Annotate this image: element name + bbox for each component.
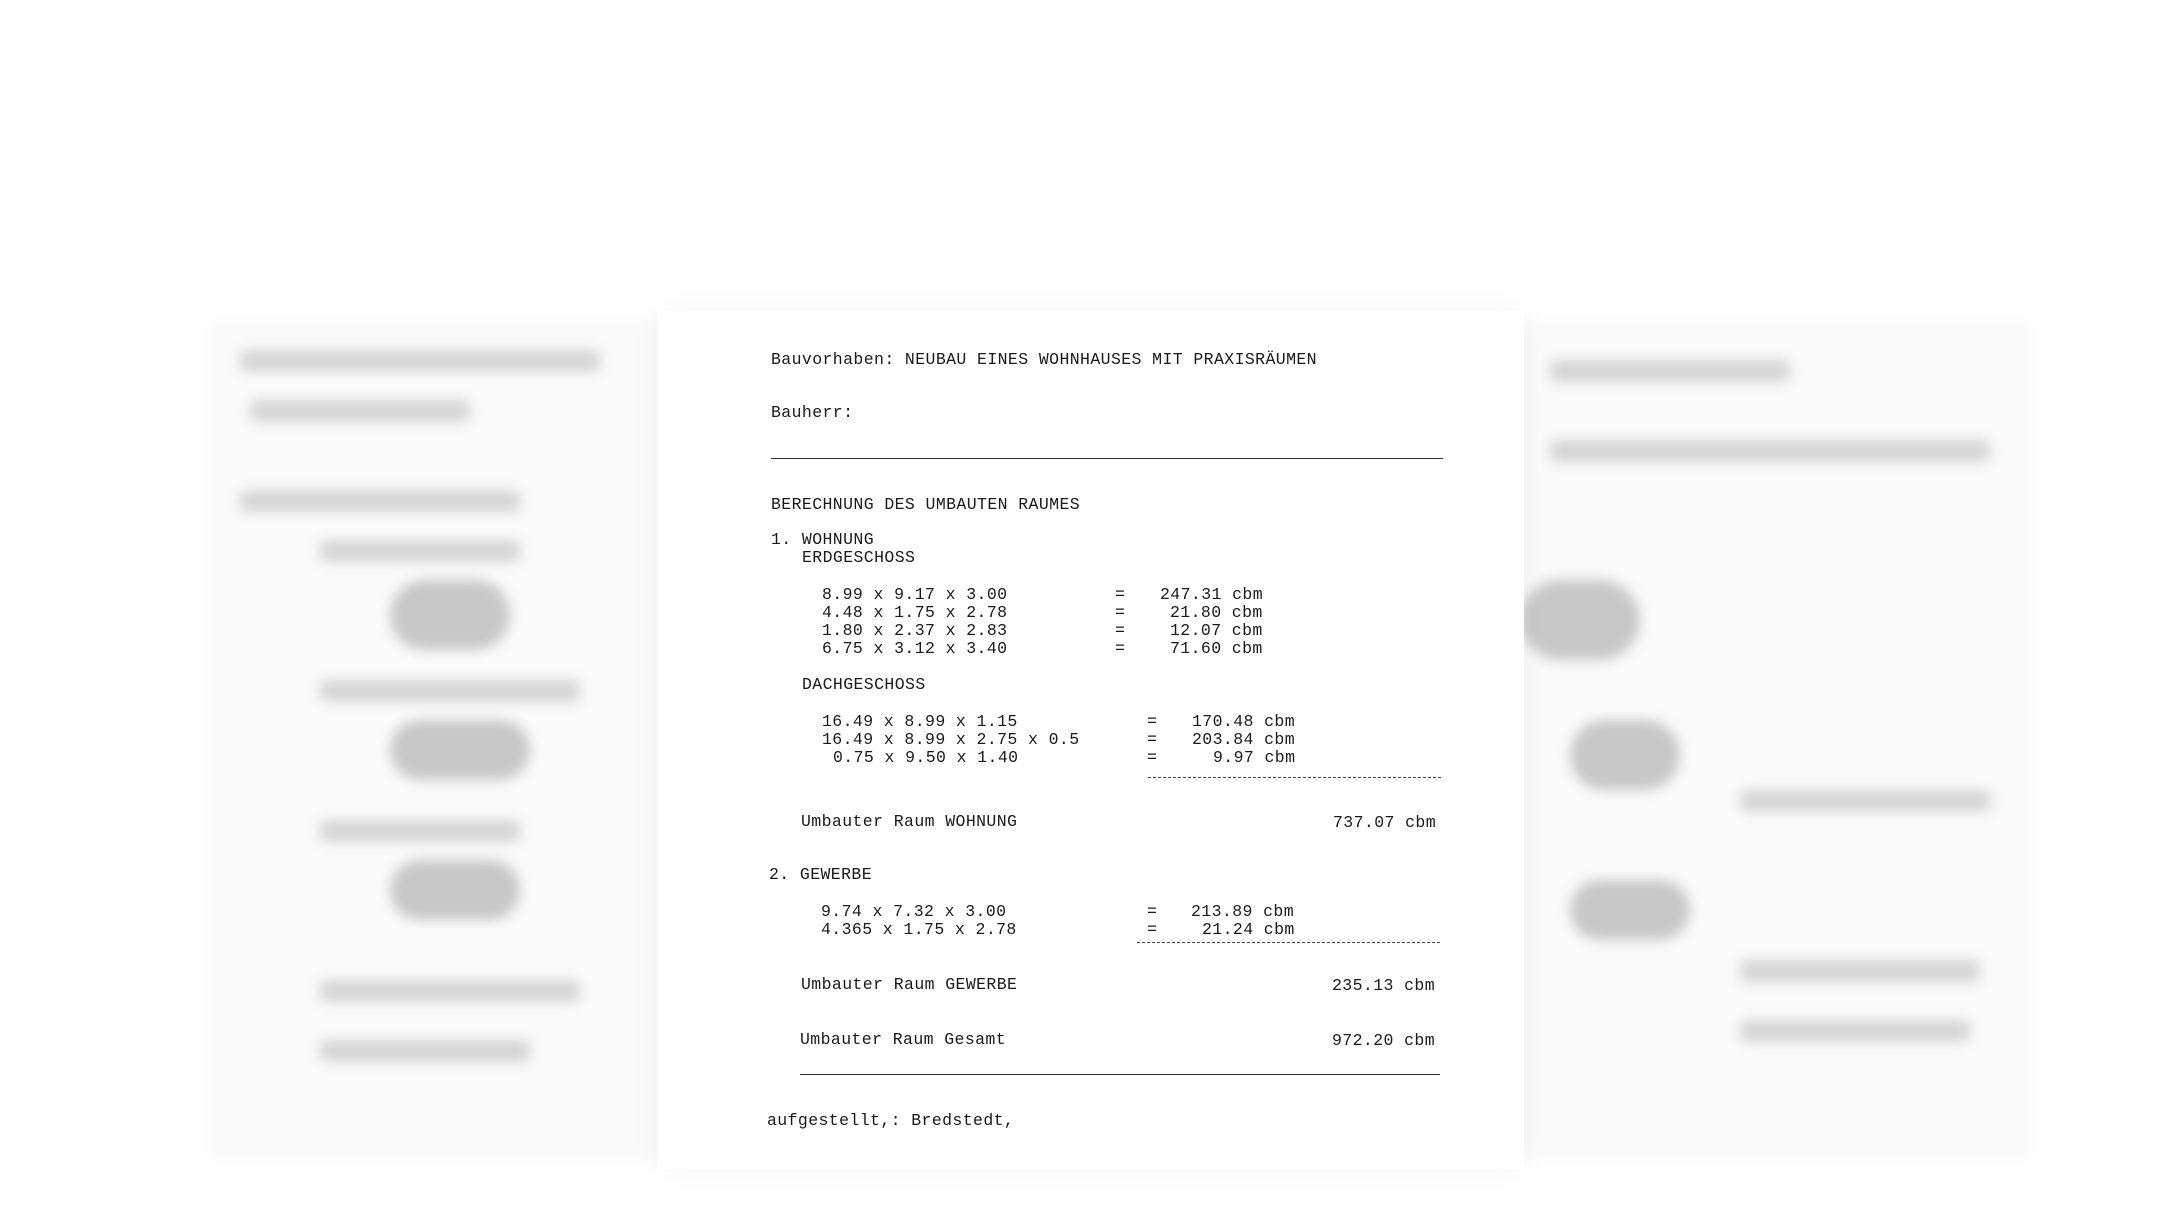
equals-sign: = bbox=[1115, 621, 1126, 640]
formula: 8.99 x 9.17 x 3.00 bbox=[822, 585, 1008, 604]
row-value: 247.31 cbm bbox=[1160, 585, 1264, 604]
document-page bbox=[658, 310, 1524, 1170]
equals-sign: = bbox=[1147, 902, 1158, 921]
row-value: 170.48 cbm bbox=[1192, 712, 1296, 731]
row-value: 21.24 cbm bbox=[1202, 920, 1295, 939]
formula: 1.80 x 2.37 x 2.83 bbox=[822, 621, 1008, 640]
row-value: 213.89 cbm bbox=[1191, 902, 1295, 921]
grand-total-value: 972.20 cbm bbox=[1332, 1031, 1436, 1050]
formula: 4.48 x 1.75 x 2.78 bbox=[822, 603, 1008, 622]
section-2-heading: 2. GEWERBE bbox=[769, 865, 873, 884]
formula: 16.49 x 8.99 x 1.15 bbox=[822, 712, 1018, 731]
grand-total-label: Umbauter Raum Gesamt bbox=[800, 1030, 1007, 1049]
bauvorhaben-line: Bauvorhaben: NEUBAU EINES WOHNHAUSES MIT PRAXISRÄUMEN bbox=[771, 350, 1317, 369]
equals-sign: = bbox=[1147, 748, 1158, 767]
footer-rule bbox=[800, 1074, 1440, 1075]
dachgeschoss-label: DACHGESCHOSS bbox=[802, 675, 926, 694]
equals-sign: = bbox=[1147, 730, 1158, 749]
formula: 6.75 x 3.12 x 3.40 bbox=[822, 639, 1008, 658]
equals-sign: = bbox=[1147, 712, 1158, 731]
row-value: 12.07 cbm bbox=[1170, 621, 1263, 640]
equals-sign: = bbox=[1115, 585, 1126, 604]
bauherr-label: Bauherr: bbox=[771, 403, 854, 422]
row-value: 203.84 cbm bbox=[1192, 730, 1296, 749]
gewerbe-total-value: 235.13 cbm bbox=[1332, 976, 1436, 995]
wohnung-total-value: 737.07 cbm bbox=[1333, 813, 1437, 832]
erdgeschoss-label: ERDGESCHOSS bbox=[802, 548, 916, 567]
subtotal-dash-rule bbox=[1148, 777, 1441, 778]
section-1-heading: 1. WOHNUNG bbox=[771, 530, 875, 549]
equals-sign: = bbox=[1147, 920, 1158, 939]
document-title: BERECHNUNG DES UMBAUTEN RAUMES bbox=[771, 495, 1081, 514]
gewerbe-total-label: Umbauter Raum GEWERBE bbox=[801, 975, 1018, 994]
formula: 4.365 x 1.75 x 2.78 bbox=[821, 920, 1017, 939]
row-value: 71.60 cbm bbox=[1170, 639, 1263, 658]
formula: 0.75 x 9.50 x 1.40 bbox=[833, 748, 1019, 767]
equals-sign: = bbox=[1115, 603, 1126, 622]
header-rule bbox=[771, 458, 1443, 459]
wohnung-total-label: Umbauter Raum WOHNUNG bbox=[801, 812, 1018, 831]
subtotal-dash-rule bbox=[1137, 942, 1440, 943]
equals-sign: = bbox=[1115, 639, 1126, 658]
formula: 9.74 x 7.32 x 3.00 bbox=[821, 902, 1007, 921]
row-value: 9.97 cbm bbox=[1213, 748, 1296, 767]
row-value: 21.80 cbm bbox=[1170, 603, 1263, 622]
aufgestellt-line: aufgestellt,: Bredstedt, bbox=[767, 1111, 1015, 1130]
formula: 16.49 x 8.99 x 2.75 x 0.5 bbox=[822, 730, 1080, 749]
